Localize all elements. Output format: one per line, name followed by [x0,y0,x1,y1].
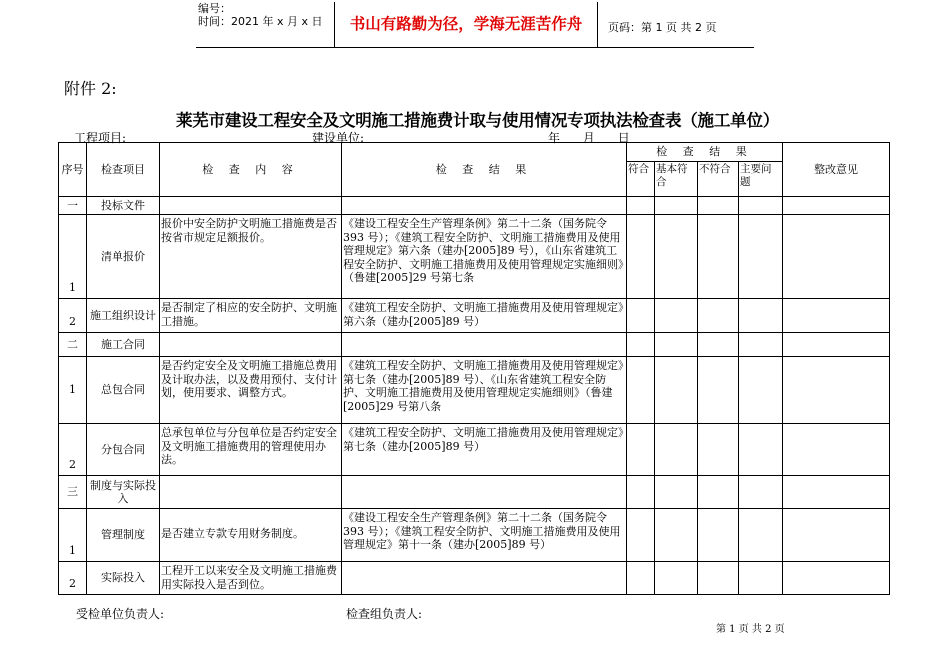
row-result: 《建设工程安全生产管理条例》第二十二条（国务院令 393 号）；《建筑工程安全防护、文明施工措施费用及使用管理规定》第六条（建办[2005]89 号），《山东省建筑工程安全防护、文明施工措施费用及使用管理规定实施细则》（鲁建[2005]29 号第七条 [342,215,627,299]
section-name: 施工合同 [87,333,160,357]
header-info [198,2,335,47]
row-result: 《建筑工程安全防护、文明施工措施费用及使用管理规定》第七条（建办[2005]89 号） [342,424,627,476]
row-no: 2 [59,562,87,595]
head-content: 检 查 内 容 [160,143,342,197]
head-rectify: 整改意见 [783,143,890,197]
section-no: 一 [59,197,87,215]
table-head-row [59,143,890,162]
page-counter: 第 1 页 共 2 页 [716,624,785,635]
date-label: 年 月 日 [548,131,630,145]
section-name: 制度与实际投入 [87,476,160,509]
head-non-conform: 不符合 [698,162,739,197]
section-row [59,333,890,357]
row-result [342,562,627,595]
section-row [59,476,890,509]
document-title: 莱芜市建设工程安全及文明施工措施费计取与使用情况专项执法检查表（施工单位） [175,111,780,130]
head-item: 检查项目 [87,143,160,197]
table-row [59,562,890,595]
row-no: 1 [59,357,87,424]
number-label: 编号： [198,2,231,15]
head-result-group: 检 查 结 果 [627,143,783,162]
section-row [59,197,890,215]
time-label: 时间：2021 年 x 月 x 日 [198,15,323,28]
page-header [196,2,754,48]
row-content: 总承包单位与分包单位是否约定安全及文明施工措施费用的管理使用办法。 [160,424,342,476]
row-content: 工程开工以来安全及文明施工措施费用实际投入是否到位。 [160,562,342,595]
attachment-label: 附件 2: [64,79,117,98]
row-item: 实际投入 [87,562,160,595]
row-no: 1 [59,215,87,299]
row-item: 施工组织设计 [87,299,160,333]
inspection-team-signature-label: 检查组负责人: [346,607,423,621]
row-result: 《建设工程安全生产管理条例》第二十二条（国务院令 393 号）；《建筑工程安全防护、文明施工措施费用及使用管理规定》第十一条（建办[2005]89 号） [342,509,627,562]
table-row [59,424,890,476]
row-item: 清单报价 [87,215,160,299]
builder-label: 建设单位: [312,131,365,145]
header-page-info: 页码：第 1 页 共 2 页 [608,21,717,34]
row-result: 《建筑工程安全防护、文明施工措施费用及使用管理规定》第七条（建办[2005]89 号）、《山东省建筑工程安全防护、文明施工措施费用及使用管理规定实施细则》（鲁建[2005]29 号第八条 [342,357,627,424]
row-no: 2 [59,299,87,333]
row-no: 2 [59,424,87,476]
head-conform: 符合 [627,162,655,197]
row-content: 是否约定安全及文明施工措施总费用及计取办法，以及费用预付、支付计划，使用要求、调整方式。 [160,357,342,424]
row-content: 是否制定了相应的安全防护、文明施工措施。 [160,299,342,333]
inspection-table [58,142,890,595]
head-seq: 序号 [59,143,87,197]
row-no: 1 [59,509,87,562]
section-no: 二 [59,333,87,357]
section-no: 三 [59,476,87,509]
inspected-unit-signature-label: 受检单位负责人: [76,607,165,621]
table-row [59,299,890,333]
project-label: 工程项目: [74,131,127,145]
row-content: 是否建立专款专用财务制度。 [160,509,342,562]
head-main-issue: 主要问题 [739,162,783,197]
table-row [59,509,890,562]
table-row [59,357,890,424]
row-item: 分包合同 [87,424,160,476]
head-basic-conform: 基本符合 [655,162,698,197]
header-motto: 书山有路勤为径，学海无涯苦作舟 [335,2,598,47]
section-name: 投标文件 [87,197,160,215]
table-row [59,215,890,299]
head-result: 检 查 结 果 [342,143,627,197]
row-item: 管理制度 [87,509,160,562]
row-item: 总包合同 [87,357,160,424]
row-content: 报价中安全防护文明施工措施费是否按省市规定足额报价。 [160,215,342,299]
row-result: 《建筑工程安全防护、文明施工措施费用及使用管理规定》第六条（建办[2005]89 号） [342,299,627,333]
